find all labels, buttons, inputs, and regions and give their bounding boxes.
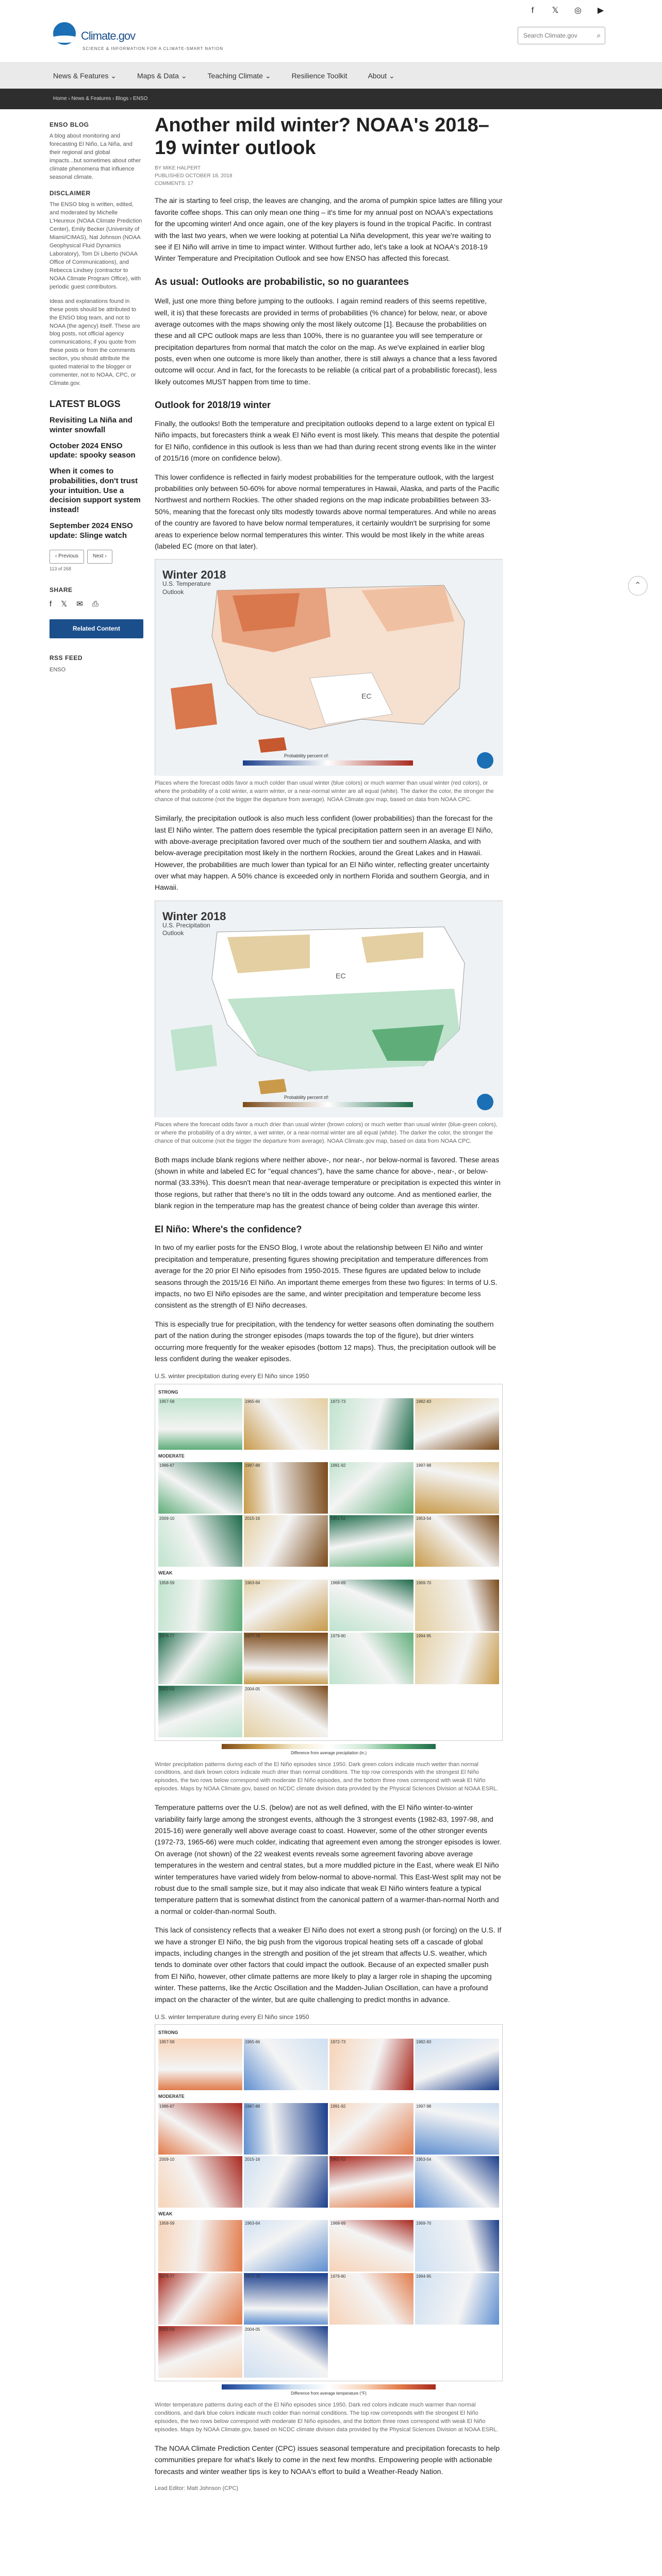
episode-year-label: 1953-54 bbox=[416, 2157, 432, 2162]
instagram-icon[interactable]: ◎ bbox=[574, 6, 582, 15]
precipitation-outlook-map[interactable] bbox=[155, 901, 503, 1117]
map-legend: Probability percent of: bbox=[284, 753, 329, 759]
episode-year-label: 1979-80 bbox=[330, 2274, 346, 2279]
latest-blog-link[interactable]: Revisiting La Niña and winter snowfall bbox=[49, 416, 133, 434]
comments-count[interactable]: COMMENTS: 17 bbox=[155, 181, 194, 187]
precipitation-map-grid[interactable] bbox=[155, 1384, 503, 1741]
nav-item-resilience[interactable]: Resilience Toolkit bbox=[291, 72, 347, 80]
section-heading: Outlook for 2018/19 winter bbox=[155, 400, 271, 411]
strength-row-label: MODERATE bbox=[158, 2094, 185, 2099]
episode-map bbox=[158, 1686, 242, 1737]
latest-blogs-title: LATEST BLOGS bbox=[49, 399, 121, 410]
precipitation-legend-bar bbox=[222, 1744, 436, 1749]
episode-map bbox=[244, 2039, 328, 2090]
episode-map bbox=[329, 1515, 413, 1567]
figure-caption: Places where the forecast odds favor a much colder than usual winter (blue colors) or much warmer than usual winter (red colors), or where the probability of a cold winter, a warm winter, or a near-normal winter are all equal (white). The darker the color, the stronger the chance of that outcome (not the bigger the departure from average). NOAA Climate.gov map, based on data from NOAA CPC. bbox=[155, 780, 494, 803]
section-heading: El Niño: Where's the confidence? bbox=[155, 1224, 302, 1234]
episode-year-label: 1997-98 bbox=[416, 2104, 432, 2109]
paragraph: Well, just one more thing before jumping to the outlooks. I again remind readers of this seems repetitive, well, it is) that these forecasts are provided in terms of probabilities (% chance) for below, near, or above average outcomes with the maps showing only the most likely outcome [1]. Because the probabilities on these and all CPC outlook maps are less than 100%, there is no guarantee you will see temperature or precipitation departures from normal that match the color on the map. As we've explained in earlier blog posts, even when one outcome is more likely than another, there is still always a chance that a less favored outcome will occur. And in fact, for the forecasts to be reliable (a critical part of a probabilistic forecast), less likely outcomes MUST happen from time to time. bbox=[155, 297, 497, 386]
svg-text:EC: EC bbox=[336, 971, 346, 980]
nav-item-about[interactable]: About ⌄ bbox=[368, 71, 395, 80]
episode-map bbox=[158, 1633, 242, 1684]
episode-year-label: 1958-59 bbox=[159, 2221, 175, 2226]
paragraph: This lack of consistency reflects that a weaker El Niño does not exert a strong push (or forcing) on the U.S. If we have a stronger El Niño, the big push from the vigorous tropical heating sets off a cascade of global impacts, including changes in the strength and position of the jet stream that affects U.S. weather, which tends to dominate over other factors that could impact the outlook. Because of an expected smaller push from El Niño, however, other climate patterns are more likely to play a larger role in shaping the upcoming winter. These patterns, like the Arctic Oscillation and the Madden-Julian Oscillation, can have a profound impact on the character of the winter, but are quite challenging to predict months in advance. bbox=[155, 1926, 502, 2004]
disclaimer-text-2: Ideas and explanations found in these posts should be attributed to the ENSO blog team, and not to NOAA (the agency) itself. These are blog posts, not official agency communications; if you quote from these posts or from the comments section, you should attribute the quoted material to the blogger or commenter, not to NOAA, CPC, or Climate.gov. bbox=[49, 298, 140, 387]
episode-map bbox=[244, 1515, 328, 1567]
related-content-button[interactable]: Related Content bbox=[49, 619, 143, 638]
paragraph: The NOAA Climate Prediction Center (CPC) issues seasonal temperature and precipitation forecasts to help communities prepare for what's likely to come in the next few months. Empowering people with actionable forecasts and winter weather tips is key to NOAA's effort to build a Weather-Ready Nation. bbox=[155, 2444, 500, 2476]
episode-map bbox=[415, 2039, 499, 2090]
paragraph: This lower confidence is reflected in fairly modest probabilities for the temperature outlook, with the largest probabilities only between 50-60% for above normal temperatures in Hawaii, Alaska, and parts of the Pacific Northwest and northern Rockies. The other shaded regions on the map indicate probabilities between 33-50%, meaning that the forecast only tilts modestly towards above normal temperatures. And while no areas of the country are favored to have below normal temperatures, it certainly wouldn't be surprising for some areas to experience below normal temperatures this winter. This would be most likely in the white areas (labeled EC (more on that later). bbox=[155, 472, 500, 550]
logo-suffix: .gov bbox=[115, 29, 136, 42]
episode-year-label: 1957-58 bbox=[159, 1399, 175, 1404]
episode-map bbox=[158, 2039, 242, 2090]
paragraph: The air is starting to feel crisp, the leaves are changing, and the aroma of pumpkin spice lattes are filling your favorite coffee shops. This can only mean one thing – it's time for my annual post on NOAA's expectations for the upcoming winter! And once again, one of the key players is found in the tropical Pacific. In contrast with the last two years, when we were looking at potential La Niña development, this year we're waiting to see if El Niño will arrive in time to impact winter. Without further ado, let's take a look at NOAA's 2018-19 Winter Temperature and Precipitation Outlook and see how ENSO has affected this forecast. bbox=[155, 196, 503, 263]
episode-year-label: 2015-16 bbox=[245, 2157, 260, 2162]
episode-year-label: 2009-10 bbox=[159, 2157, 175, 2162]
print-icon[interactable]: ⎙ bbox=[92, 600, 98, 609]
episode-year-label: 1968-69 bbox=[330, 1580, 346, 1585]
blog-title[interactable]: ENSO BLOG bbox=[49, 121, 89, 128]
blog-intro: A blog about monitoring and forecasting El Niño, La Niña, and their regional and global impacts...but sometimes about other climate phenomena that influence seasonal climate. bbox=[49, 133, 141, 181]
figure-title: U.S. winter precipitation during every El Niño since 1950 bbox=[155, 1372, 309, 1380]
episode-map bbox=[329, 2039, 413, 2090]
nav-item-teaching[interactable]: Teaching Climate ⌄ bbox=[207, 71, 271, 80]
episode-map bbox=[329, 1633, 413, 1684]
article bbox=[155, 109, 503, 2494]
episode-year-label: 1994-95 bbox=[416, 1633, 432, 1638]
rss-link[interactable]: ENSO bbox=[49, 666, 66, 673]
map-subtitle: U.S. Precipitation Outlook bbox=[162, 921, 210, 937]
episode-map bbox=[244, 1580, 328, 1631]
episode-map bbox=[158, 1580, 242, 1631]
share-title: SHARE bbox=[49, 586, 73, 594]
rss-title: RSS FEED bbox=[49, 654, 83, 662]
article-footer: Lead Editor: Matt Johnson (CPC) bbox=[155, 2485, 239, 2492]
episode-year-label: 1969-70 bbox=[416, 2221, 432, 2226]
svg-text:EC: EC bbox=[361, 692, 372, 701]
email-share-icon[interactable]: ✉ bbox=[76, 600, 83, 609]
author[interactable]: BY MIKE HALPERT bbox=[155, 165, 201, 172]
episode-year-label: 1965-66 bbox=[245, 2040, 260, 2045]
episode-map bbox=[329, 1398, 413, 1450]
episode-map bbox=[415, 1515, 499, 1567]
episode-map bbox=[244, 1398, 328, 1450]
temperature-map-grid[interactable] bbox=[155, 2024, 503, 2381]
temperature-outlook-map[interactable] bbox=[155, 559, 503, 775]
article-meta bbox=[155, 164, 503, 188]
episode-year-label: 1968-69 bbox=[330, 2221, 346, 2226]
paragraph: Similarly, the precipitation outlook is also much less confident (lower probabilities) than the forecast for the last El Niño winter. The pattern does resemble the typical precipitation pattern seen in an average El Niño, with above-average precipitation favored over much of the southern tier and southern Alaska, and with below-average precipitation most likely in the northern Rockies, around the Great Lakes and in Hawaii. However, the probabilities are much lower than typical for an El Niño winter, reflecting greater uncertainty over what may happen. A 50% chance is exceeded only in northern Florida and southern Georgia, and in Hawaii. bbox=[155, 814, 493, 892]
share-buttons bbox=[49, 599, 143, 610]
nav-item-news[interactable]: News & Features ⌄ bbox=[53, 71, 117, 80]
page-count: 113 of 268 bbox=[49, 566, 71, 571]
article-title: Another mild winter? NOAA's 2018–19 winter outlook bbox=[155, 114, 489, 159]
figure-title: U.S. winter temperature during every El Niño since 1950 bbox=[155, 2013, 309, 2021]
episode-map bbox=[244, 2326, 328, 2378]
latest-blog-link[interactable]: When it comes to probabilities, don't trust your intuition. Use a decision support system instead! bbox=[49, 467, 141, 515]
episode-map bbox=[244, 1633, 328, 1684]
episode-map bbox=[329, 2156, 413, 2208]
nav-item-maps[interactable]: Maps & Data ⌄ bbox=[137, 71, 187, 80]
episode-year-label: 1958-59 bbox=[159, 1580, 175, 1585]
episode-year-label: 1965-66 bbox=[245, 1399, 260, 1404]
episode-year-label: 1987-88 bbox=[245, 2104, 260, 2109]
episode-year-label: 1963-64 bbox=[245, 1580, 260, 1585]
paragraph: In two of my earlier posts for the ENSO Blog, I wrote about the relationship between El Niño and winter precipitation and temperature, presenting figures showing precipitation and temperature differences from average for the 20 prior El Niño episodes from 1950-2015. These figures are updated below to include seasons through the 2015/16 El Niño. An important theme emerges from these two figures: In terms of U.S. impacts, no two El Niño episodes are the same, and winter precipitation and temperature become less consistent as the strength of El Niño decreases. bbox=[155, 1243, 498, 1310]
episode-map bbox=[329, 2273, 413, 2325]
episode-map bbox=[244, 2103, 328, 2155]
section-heading: As usual: Outlooks are probabilistic, so no guarantees bbox=[155, 276, 409, 287]
legend-label: Difference from average temperature (°F) bbox=[291, 2391, 367, 2396]
breadcrumb[interactable]: Home › News & Features › Blogs › ENSO bbox=[0, 89, 662, 109]
episode-map bbox=[158, 2103, 242, 2155]
episode-year-label: 1976-77 bbox=[159, 1633, 175, 1638]
figure-caption: Winter precipitation patterns during each of the El Niño episodes since 1950. Dark green colors indicate much wetter than normal conditions, and dark brown colors indicate much drier than normal conditions. The top row corresponds with the strongest El Niño episodes, the two rows below correspond with moderate El Niño episodes, and the bottom three rows correspond with weak El Niño episodes. Maps by NOAA Climate.gov, based on NCDC climate division data provided by the Physical Sciences Division at NOAA ESRL. bbox=[155, 1761, 499, 1792]
episode-map bbox=[158, 1398, 242, 1450]
strength-row-label: WEAK bbox=[158, 1570, 173, 1576]
episode-year-label: 2004-05 bbox=[245, 2327, 260, 2332]
latest-blog-link[interactable]: September 2024 ENSO update: Slinge watch bbox=[49, 521, 133, 540]
episode-map bbox=[415, 2273, 499, 2325]
legend-label: Difference from average precipitation (in.) bbox=[290, 1750, 367, 1755]
episode-year-label: 1994-95 bbox=[416, 2274, 432, 2279]
episode-year-label: 1972-73 bbox=[330, 2040, 346, 2045]
episode-year-label: 1951-52 bbox=[330, 2157, 346, 2162]
disclaimer-text: The ENSO blog is written, edited, and moderated by Michelle L'Heureux (NOAA Climate Prediction Center), Emily Becker (University of Miami/CIMAS), Nat Johnson (NOAA Geophysical Fluid Dynamics Laboratory), Tom Di Liberto (NOAA Office of Communications), and Rebecca Lindsey (contractor to NOAA Climate Program Office), with periodic guest contributors. bbox=[49, 201, 142, 290]
climate-gov-logo[interactable] bbox=[53, 22, 135, 45]
search-icon[interactable]: ⌕ bbox=[597, 31, 601, 39]
episode-year-label: 1997-98 bbox=[416, 1463, 432, 1468]
logo-tagline: SCIENCE & INFORMATION FOR A CLIMATE-SMART NATION bbox=[82, 46, 224, 51]
main-nav bbox=[0, 63, 662, 89]
episode-year-label: 1991-92 bbox=[330, 2104, 346, 2109]
episode-map bbox=[415, 1580, 499, 1631]
strength-row-label: MODERATE bbox=[158, 1453, 185, 1459]
episode-map bbox=[158, 1462, 242, 1514]
episode-map bbox=[415, 2103, 499, 2155]
sidebar bbox=[49, 109, 143, 2494]
disclaimer-title: DISCLAIMER bbox=[49, 190, 91, 197]
episode-year-label: 1987-88 bbox=[245, 1463, 260, 1468]
episode-year-label: 1991-92 bbox=[330, 1463, 346, 1468]
episode-map bbox=[415, 2220, 499, 2272]
temperature-legend-bar bbox=[222, 2384, 436, 2389]
twitter-share-icon[interactable]: 𝕏 bbox=[61, 600, 68, 609]
youtube-icon[interactable]: ▶ bbox=[597, 6, 604, 15]
figure-caption: Winter temperature patterns during each of the El Niño episodes since 1950. Dark red colors indicate much warmer than normal conditions, and dark blue colors indicate much colder than normal conditions. The top row corresponds with the strongest El Niño episodes, the two rows below correspond with moderate El Niño episodes, and the bottom three rows correspond with weak El Niño episodes. Maps by NOAA Climate.gov, based on NCDC climate division data provided by the Physical Sciences Division at NOAA ESRL. bbox=[155, 2402, 499, 2433]
episode-year-label: 1963-64 bbox=[245, 2221, 260, 2226]
episode-year-label: 1979-80 bbox=[330, 1633, 346, 1638]
episode-year-label: 1986-87 bbox=[159, 1463, 175, 1468]
episode-map bbox=[244, 2156, 328, 2208]
social-links bbox=[528, 6, 605, 15]
strength-row-label: STRONG bbox=[158, 2030, 178, 2036]
episode-year-label: 1977-78 bbox=[245, 1633, 260, 1638]
previous-button[interactable]: ‹ Previous bbox=[49, 550, 84, 564]
episode-map bbox=[158, 2273, 242, 2325]
episode-year-label: 2002-03 bbox=[159, 1686, 175, 1691]
paragraph: Both maps include blank regions where neither above-, nor near-, nor below-normal is favored. These areas (shown in white and labeled EC for "equal chances"), have the same chance for above-, near-, or below-normal (33.33%). This doesn't mean that near-average temperature or precipitation is expected this winter in those regions, but rather that there's no tilt in the odds toward any outcome. And as mentioned earlier, the blank region in the temperature map has the greatest chance of being colder than average this winter. bbox=[155, 1155, 501, 1210]
paragraph: This is especially true for precipitation, with the tendency for wetter seasons often dominating the southern part of the nation during the stronger episodes (maps towards the top of the figure), but drier winters occurring more frequently for the weaker episodes (bottom 12 maps). Thus, the precipitation outlook will be less confident during the weaker episodes. bbox=[155, 1319, 496, 1363]
episode-year-label: 1951-52 bbox=[330, 1516, 346, 1521]
episode-year-label: 2009-10 bbox=[159, 1516, 175, 1521]
paragraph: Finally, the outlooks! Both the temperature and precipitation outlooks depend to a large extent on typical El Niño impacts, but forecasters think a weak El Niño event is most likely. This means that despite the potential for El Niño, confidence in this outlook is less than we had than during recent strong events like in the winter of 2015/16 (more on confidence below). bbox=[155, 419, 500, 463]
episode-year-label: 2015-16 bbox=[245, 1516, 260, 1521]
episode-map bbox=[415, 2156, 499, 2208]
noaa-logo-icon bbox=[53, 22, 76, 45]
episode-map bbox=[329, 1462, 413, 1514]
site-header bbox=[0, 0, 662, 63]
map-title: Winter 2018 bbox=[162, 909, 226, 923]
episode-map bbox=[244, 2220, 328, 2272]
episode-year-label: 2004-05 bbox=[245, 1686, 260, 1691]
episode-year-label: 1986-87 bbox=[159, 2104, 175, 2109]
strength-row-label: WEAK bbox=[158, 2211, 173, 2216]
episode-map bbox=[415, 1462, 499, 1514]
twitter-icon[interactable]: 𝕏 bbox=[552, 6, 559, 15]
next-button[interactable]: Next › bbox=[87, 550, 112, 564]
pager bbox=[49, 550, 143, 564]
episode-year-label: 1976-77 bbox=[159, 2274, 175, 2279]
map-subtitle: U.S. Temperature Outlook bbox=[162, 580, 211, 596]
episode-year-label: 1969-70 bbox=[416, 1580, 432, 1585]
episode-year-label: 1957-58 bbox=[159, 2040, 175, 2045]
episode-map bbox=[415, 1633, 499, 1684]
figure-caption: Places where the forecast odds favor a much drier than usual winter (brown colors) or much wetter than usual winter (blue-green colors), or where the probability of a dry winter, a wet winter, or a near-normal winter are all equal (white). The darker the color, the stronger the chance of that outcome (not the bigger the departure from average). NOAA Climate.gov map, based on data from NOAA CPC. bbox=[155, 1121, 498, 1144]
episode-year-label: 1982-83 bbox=[416, 2040, 432, 2045]
episode-map bbox=[158, 2156, 242, 2208]
paragraph: Temperature patterns over the U.S. (below) are not as well defined, with the El Niño winter-to-winter variability fairly large among the strongest events, although the 3 strongest events (1982-83, 1997-98, and 2015-16) were generally well above average coast to coast. However, some of the other stronger events (1972-73, 1965-66) were much colder, indicating that agreement even among the stronger episodes is lower. On average (not shown) of the 22 weakest events reveals some agreement favoring above average temperatures in the western and central states, but a more muddled picture in the East, where weak El Niño winter temperatures have varied widely from below-normal to above-normal. This East-West split may not be robust due to the small sample size, but it may also indicate that weak El Niño winters feature a typical temperature pattern that is somewhat distinct from the canonical pattern of a warmer-than-normal North and a normal or colder-than-normal South. bbox=[155, 1803, 502, 1916]
episode-map bbox=[158, 2326, 242, 2378]
episode-map bbox=[244, 1462, 328, 1514]
facebook-share-icon[interactable]: f bbox=[49, 600, 52, 609]
episode-map bbox=[244, 2273, 328, 2325]
episode-map bbox=[415, 1398, 499, 1450]
episode-map bbox=[329, 1580, 413, 1631]
search-placeholder: Search Climate.gov bbox=[523, 32, 577, 39]
back-to-top-button[interactable]: ⌃ bbox=[628, 576, 648, 596]
search-input[interactable] bbox=[518, 27, 605, 44]
latest-blog-link[interactable]: October 2024 ENSO update: spooky season bbox=[49, 441, 136, 460]
map-title: Winter 2018 bbox=[162, 568, 226, 582]
episode-map bbox=[244, 1686, 328, 1737]
episode-year-label: 1953-54 bbox=[416, 1516, 432, 1521]
episode-year-label: 1982-83 bbox=[416, 1399, 432, 1404]
episode-map bbox=[158, 1515, 242, 1567]
logo-main: Climate bbox=[81, 29, 116, 42]
episode-map bbox=[329, 2103, 413, 2155]
strength-row-label: STRONG bbox=[158, 1389, 178, 1395]
published-date: PUBLISHED OCTOBER 18, 2018 bbox=[155, 173, 233, 179]
episode-map bbox=[158, 2220, 242, 2272]
episode-map bbox=[329, 2220, 413, 2272]
map-legend: Probability percent of: bbox=[284, 1094, 329, 1100]
episode-year-label: 1977-78 bbox=[245, 2274, 260, 2279]
episode-year-label: 2002-03 bbox=[159, 2327, 175, 2332]
facebook-icon[interactable]: f bbox=[531, 6, 534, 15]
episode-year-label: 1972-73 bbox=[330, 1399, 346, 1404]
